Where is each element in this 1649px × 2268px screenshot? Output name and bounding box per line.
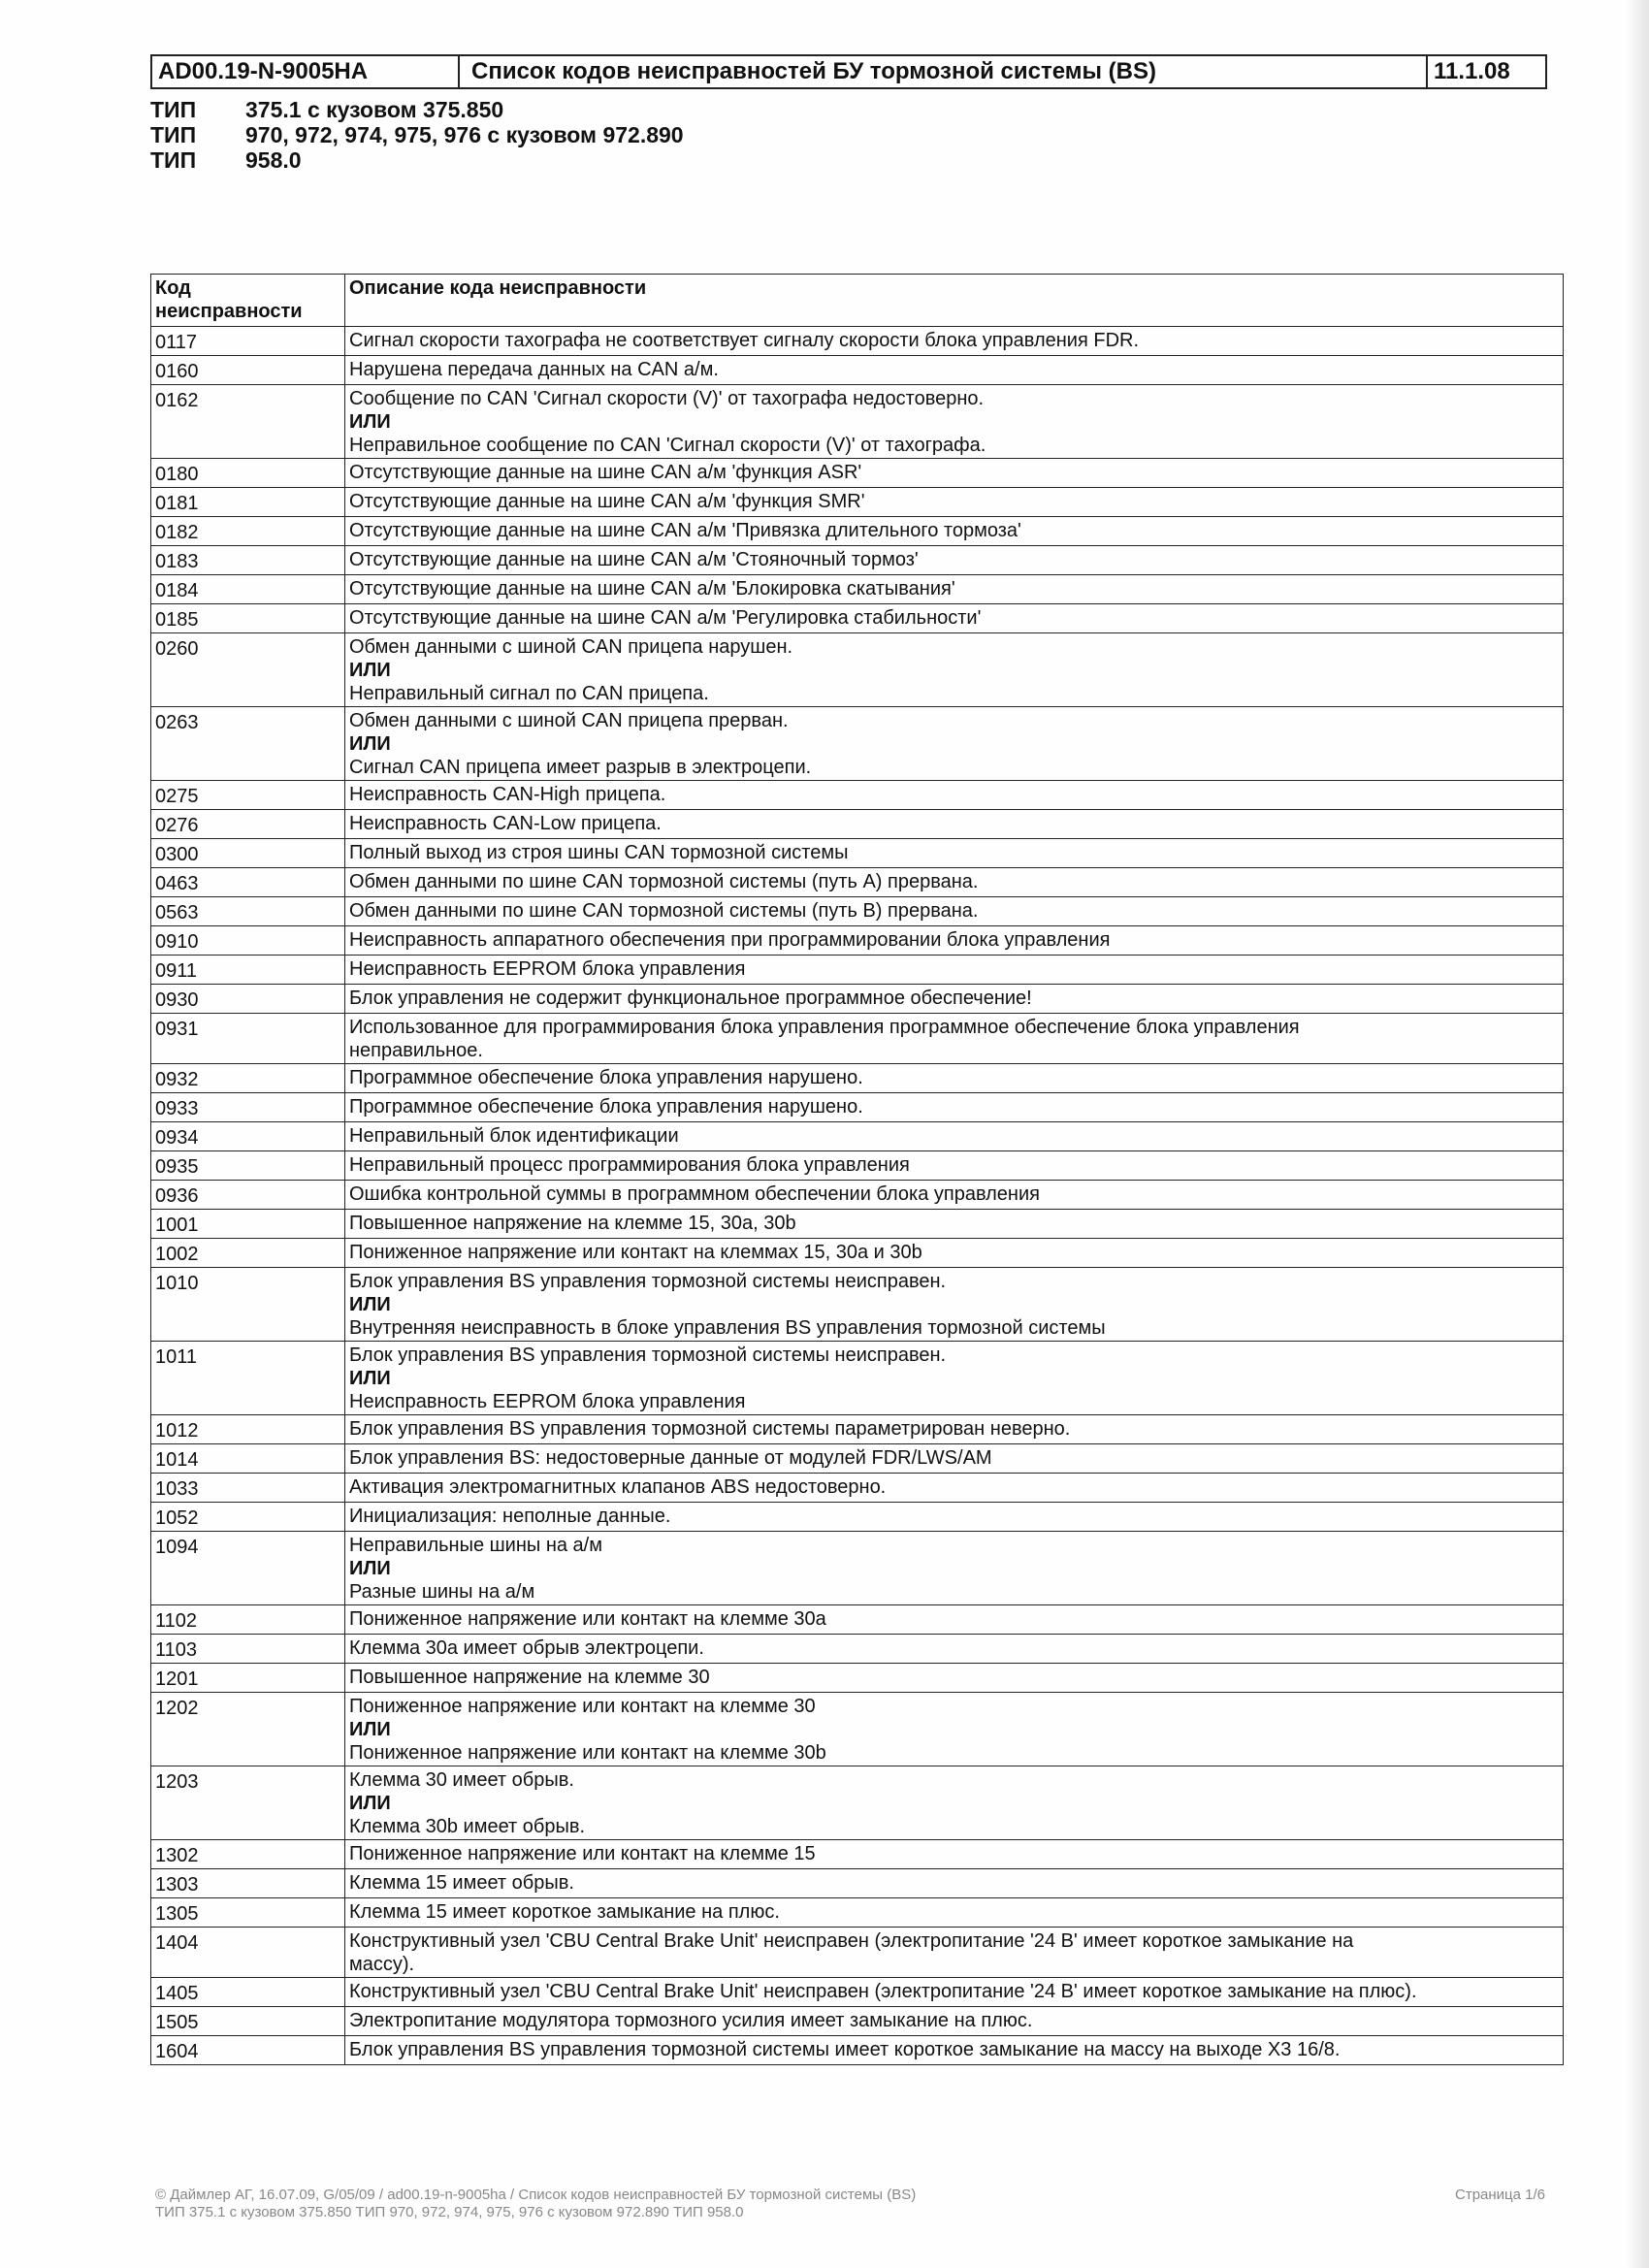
- fault-description: [345, 1503, 1564, 1532]
- description-line: Клемма 30b имеет обрыв.: [349, 1816, 586, 1837]
- description-line: Сообщение по CAN 'Сигнал скорости (V)' от тахографа недостоверно.: [349, 388, 985, 409]
- description-line: Обмен данными с шиной CAN прицепа прерван.: [349, 710, 789, 731]
- table-row: [151, 1503, 1564, 1532]
- description-line: Неправильное сообщение по CAN 'Сигнал скорости (V)' от тахографа.: [349, 435, 986, 456]
- fault-description: [345, 1664, 1564, 1693]
- doc-title: Список кодов неисправностей БУ тормозной системы (BS): [460, 56, 1428, 87]
- table-row: [151, 1532, 1564, 1605]
- table-row: [151, 897, 1564, 926]
- description-line: Разные шины на а/м: [349, 1581, 535, 1603]
- description-line: Полный выход из строя шины CAN тормозной системы: [349, 842, 849, 863]
- description-line: Отсутствующие данные на шине CAN а/м 'Регулировка стабильности': [349, 607, 982, 629]
- or-separator: ИЛИ: [349, 1368, 391, 1389]
- fault-description: [345, 546, 1564, 575]
- fault-code: 0933: [151, 1093, 345, 1122]
- table-row: [151, 1898, 1564, 1928]
- description-line: Неисправность EEPROM блока управления: [349, 1391, 746, 1412]
- description-line: Неисправность CAN-Low прицепа.: [349, 813, 662, 834]
- fault-description: [345, 488, 1564, 517]
- fault-description: [345, 1093, 1564, 1122]
- fault-code: 0931: [151, 1014, 345, 1064]
- or-separator: ИЛИ: [349, 411, 391, 433]
- fault-description: [345, 604, 1564, 633]
- table-row: [151, 633, 1564, 707]
- fault-code: 1604: [151, 2036, 345, 2065]
- or-separator: ИЛИ: [349, 1793, 391, 1814]
- fault-description: [345, 517, 1564, 546]
- fault-code: 1202: [151, 1693, 345, 1766]
- fault-description: [345, 2007, 1564, 2036]
- description-line: Клемма 15 имеет короткое замыкание на плюс.: [349, 1901, 780, 1923]
- footer-copyright: © Даймлер АГ, 16.07.09, G/05/09 / ad00.19-n-9005ha / Список кодов неисправностей БУ тормозной системы (BS): [155, 2187, 917, 2203]
- fault-description: [345, 633, 1564, 707]
- description-line: массу).: [349, 1954, 415, 1975]
- description-line: Повышенное напряжение на клемме 15, 30a, 30b: [349, 1213, 796, 1234]
- table-row: [151, 926, 1564, 956]
- type-value: 958.0: [245, 147, 302, 173]
- table-row: [151, 1415, 1564, 1444]
- fault-description: [345, 868, 1564, 897]
- description-line: Отсутствующие данные на шине CAN а/м 'функция SMR': [349, 491, 865, 512]
- fault-code: 0180: [151, 459, 345, 488]
- fault-code: 0936: [151, 1181, 345, 1210]
- fault-description: [345, 810, 1564, 839]
- description-line: Блок управления не содержит функциональное программное обеспечение!: [349, 988, 1032, 1009]
- description-line: Блок управления BS управления тормозной системы параметрирован неверно.: [349, 1418, 1071, 1440]
- fault-description: [345, 1415, 1564, 1444]
- fault-description: [345, 1342, 1564, 1415]
- description-line: Блок управления BS управления тормозной системы неисправен.: [349, 1345, 947, 1366]
- fault-code: 0930: [151, 985, 345, 1014]
- table-row: [151, 1122, 1564, 1151]
- table-row: [151, 1181, 1564, 1210]
- table-row: [151, 604, 1564, 633]
- fault-description: [345, 1532, 1564, 1605]
- fault-description: [345, 356, 1564, 385]
- fault-code: 0181: [151, 488, 345, 517]
- description-line: Отсутствующие данные на шине CAN а/м 'Привязка длительного тормоза': [349, 520, 1021, 541]
- description-line: Пониженное напряжение или контакт на клемме 30: [349, 1696, 816, 1717]
- table-row: [151, 385, 1564, 459]
- fault-description: [345, 781, 1564, 810]
- fault-description: [345, 1014, 1564, 1064]
- table-row: [151, 810, 1564, 839]
- description-line: Внутренняя неисправность в блоке управления BS управления тормозной системы: [349, 1317, 1106, 1339]
- description-line: Пониженное напряжение или контакт на клеммах 15, 30a и 30b: [349, 1242, 922, 1263]
- fault-code: 0117: [151, 327, 345, 356]
- fault-code: 0934: [151, 1122, 345, 1151]
- doc-date: 11.1.08: [1434, 58, 1510, 84]
- footer: [155, 2187, 916, 2221]
- table-row: [151, 546, 1564, 575]
- description-line: Активация электромагнитных клапанов ABS недостоверно.: [349, 1476, 887, 1498]
- or-separator: ИЛИ: [349, 660, 391, 681]
- fault-code: 1001: [151, 1210, 345, 1239]
- description-line: Пониженное напряжение или контакт на клемме 30b: [349, 1742, 826, 1764]
- table-row: [151, 1093, 1564, 1122]
- fault-code: 0185: [151, 604, 345, 633]
- description-line: Программное обеспечение блока управления нарушено.: [349, 1067, 863, 1088]
- fault-code: 1012: [151, 1415, 345, 1444]
- fault-description: [345, 1181, 1564, 1210]
- fault-description: [345, 1635, 1564, 1664]
- description-line: Конструктивный узел 'CBU Central Brake Unit' неисправен (электропитание '24 В' имеет короткое замыкание на: [349, 1930, 1354, 1952]
- fault-code: 1405: [151, 1978, 345, 2007]
- type-row: [150, 147, 684, 173]
- fault-description: [345, 1766, 1564, 1840]
- table-row: [151, 1693, 1564, 1766]
- fault-code: 0911: [151, 956, 345, 985]
- fault-description: [345, 1268, 1564, 1342]
- fault-code: 1011: [151, 1342, 345, 1415]
- table-row: [151, 1605, 1564, 1635]
- description-line: Инициализация: неполные данные.: [349, 1506, 671, 1527]
- fault-description: [345, 1928, 1564, 1978]
- description-line: Неправильный сигнал по CAN прицепа.: [349, 683, 709, 704]
- table-row: [151, 356, 1564, 385]
- table-row: [151, 707, 1564, 781]
- table-row: [151, 1766, 1564, 1840]
- description-line: Неправильные шины на а/м: [349, 1535, 602, 1556]
- description-line: неправильное.: [349, 1040, 483, 1061]
- fault-description: [345, 1869, 1564, 1898]
- table-row: [151, 1664, 1564, 1693]
- description-line: Электропитание модулятора тормозного усилия имеет замыкание на плюс.: [349, 2010, 1033, 2031]
- description-line: Отсутствующие данные на шине CAN а/м 'Блокировка скатывания': [349, 578, 955, 599]
- fault-code: 0932: [151, 1064, 345, 1093]
- fault-description: [345, 1210, 1564, 1239]
- fault-description: [345, 575, 1564, 604]
- table-row: [151, 575, 1564, 604]
- fault-description: [345, 1151, 1564, 1181]
- fault-description: [345, 1474, 1564, 1503]
- description-line: Использованное для программирования блока управления программное обеспечение блока управления: [349, 1017, 1300, 1038]
- table-row: [151, 2007, 1564, 2036]
- page-number: Страница 1/6: [1455, 2187, 1546, 2203]
- table-row: [151, 1151, 1564, 1181]
- fault-description: [345, 985, 1564, 1014]
- fault-code: 0162: [151, 385, 345, 459]
- fault-code: 1203: [151, 1766, 345, 1840]
- fault-description: [345, 1978, 1564, 2007]
- fault-code: 0910: [151, 926, 345, 956]
- table-row: [151, 1474, 1564, 1503]
- table-row: [151, 985, 1564, 1014]
- fault-description: [345, 1693, 1564, 1766]
- fault-description: [345, 1840, 1564, 1869]
- fault-code: 0300: [151, 839, 345, 868]
- fault-description: [345, 459, 1564, 488]
- table-row: [151, 1014, 1564, 1064]
- description-line: Блок управления BS управления тормозной системы неисправен.: [349, 1271, 947, 1292]
- fault-description: [345, 1605, 1564, 1635]
- description-line: Обмен данными с шиной CAN прицепа нарушен.: [349, 636, 793, 658]
- table-row: [151, 1928, 1564, 1978]
- vehicle-types: [150, 97, 684, 173]
- or-separator: ИЛИ: [349, 733, 391, 755]
- fault-description: [345, 1898, 1564, 1928]
- document-header: [150, 54, 1547, 89]
- fault-description: [345, 1444, 1564, 1474]
- fault-description: [345, 897, 1564, 926]
- fault-code: 0184: [151, 575, 345, 604]
- type-label: ТИП: [150, 147, 197, 173]
- fault-description: [345, 2036, 1564, 2065]
- table-row: [151, 1869, 1564, 1898]
- table-row: [151, 839, 1564, 868]
- footer-types: ТИП 375.1 с кузовом 375.850 ТИП 970, 972, 974, 975, 976 с кузовом 972.890 ТИП 958.0: [155, 2204, 744, 2220]
- description-line: Неисправность CAN-High прицепа.: [349, 784, 666, 805]
- table-row: [151, 1342, 1564, 1415]
- table-row: [151, 956, 1564, 985]
- fault-code: 0263: [151, 707, 345, 781]
- fault-code: 1201: [151, 1664, 345, 1693]
- table-row: [151, 1064, 1564, 1093]
- column-header-description: Описание кода неисправности: [345, 275, 1564, 327]
- table-row: [151, 1268, 1564, 1342]
- fault-description: [345, 839, 1564, 868]
- description-line: Неисправность аппаратного обеспечения при программировании блока управления: [349, 929, 1111, 951]
- description-line: Ошибка контрольной суммы в программном обеспечении блока управления: [349, 1183, 1040, 1205]
- fault-description: [345, 1122, 1564, 1151]
- description-line: Программное обеспечение блока управления нарушено.: [349, 1096, 863, 1118]
- fault-code: 1033: [151, 1474, 345, 1503]
- fault-code: 1094: [151, 1532, 345, 1605]
- fault-code: 0276: [151, 810, 345, 839]
- table-row: [151, 488, 1564, 517]
- table-row: [151, 459, 1564, 488]
- description-line: Отсутствующие данные на шине CAN а/м 'Стояночный тормоз': [349, 549, 919, 570]
- fault-code: 1505: [151, 2007, 345, 2036]
- fault-description: [345, 1239, 1564, 1268]
- description-line: Клемма 15 имеет обрыв.: [349, 1872, 574, 1894]
- fault-code: 0183: [151, 546, 345, 575]
- description-line: Неправильный процесс программирования блока управления: [349, 1154, 910, 1176]
- table-row: [151, 517, 1564, 546]
- table-row: [151, 1978, 1564, 2007]
- fault-description: [345, 926, 1564, 956]
- fault-code: 0275: [151, 781, 345, 810]
- fault-code: 0935: [151, 1151, 345, 1181]
- fault-code: 1002: [151, 1239, 345, 1268]
- doc-id: AD00.19-N-9005HA: [152, 56, 460, 87]
- fault-code: 0563: [151, 897, 345, 926]
- table-row: [151, 2036, 1564, 2065]
- description-line: Сигнал скорости тахографа не соответствует сигналу скорости блока управления FDR.: [349, 330, 1140, 351]
- scan-edge-shadow: [1626, 0, 1649, 2268]
- fault-code: 1102: [151, 1605, 345, 1635]
- fault-code-table: [150, 274, 1564, 2065]
- fault-code: 1303: [151, 1869, 345, 1898]
- fault-description: [345, 1064, 1564, 1093]
- description-line: Блок управления BS: недостоверные данные от модулей FDR/LWS/AM: [349, 1447, 992, 1469]
- table-row: [151, 868, 1564, 897]
- description-line: Обмен данными по шине CAN тормозной системы (путь A) прервана.: [349, 871, 979, 892]
- table-header-row: [151, 275, 1564, 327]
- fault-code: 1052: [151, 1503, 345, 1532]
- description-line: Неисправность EEPROM блока управления: [349, 958, 746, 980]
- description-line: Сигнал CAN прицепа имеет разрыв в электроцепи.: [349, 757, 812, 778]
- fault-code: 1103: [151, 1635, 345, 1664]
- fault-description: [345, 327, 1564, 356]
- fault-code: 1404: [151, 1928, 345, 1978]
- column-header-code: Код неисправности: [151, 275, 345, 327]
- type-row: [150, 97, 684, 122]
- description-line: Нарушена передача данных на CAN а/м.: [349, 359, 719, 380]
- description-line: Отсутствующие данные на шине CAN а/м 'функция ASR': [349, 462, 862, 483]
- description-line: Блок управления BS управления тормозной системы имеет короткое замыкание на массу на выходе X3 16/8.: [349, 2039, 1341, 2060]
- table-row: [151, 1210, 1564, 1239]
- description-line: Обмен данными по шине CAN тормозной системы (путь B) прервана.: [349, 900, 979, 922]
- table-row: [151, 1444, 1564, 1474]
- type-row: [150, 122, 684, 147]
- description-line: Пониженное напряжение или контакт на клемме 30a: [349, 1608, 826, 1630]
- fault-description: [345, 707, 1564, 781]
- description-line: Неправильный блок идентификации: [349, 1125, 679, 1147]
- fault-code: 1305: [151, 1898, 345, 1928]
- description-line: Конструктивный узел 'CBU Central Brake Unit' неисправен (электропитание '24 В' имеет короткое замыкание на плюс).: [349, 1981, 1417, 2002]
- table-row: [151, 1239, 1564, 1268]
- description-line: Клемма 30a имеет обрыв электроцепи.: [349, 1637, 704, 1659]
- type-label: ТИП: [150, 122, 197, 147]
- fault-description: [345, 956, 1564, 985]
- fault-description: [345, 385, 1564, 459]
- table-row: [151, 781, 1564, 810]
- type-label: ТИП: [150, 97, 197, 122]
- description-line: Повышенное напряжение на клемме 30: [349, 1667, 710, 1688]
- table-row: [151, 1635, 1564, 1664]
- or-separator: ИЛИ: [349, 1558, 391, 1579]
- description-line: Пониженное напряжение или контакт на клемме 15: [349, 1843, 816, 1864]
- type-value: 375.1 с кузовом 375.850: [245, 97, 504, 122]
- or-separator: ИЛИ: [349, 1719, 391, 1740]
- fault-code: 0463: [151, 868, 345, 897]
- or-separator: ИЛИ: [349, 1294, 391, 1315]
- fault-code: 0260: [151, 633, 345, 707]
- fault-code: 0160: [151, 356, 345, 385]
- description-line: Клемма 30 имеет обрыв.: [349, 1769, 574, 1791]
- fault-code: 0182: [151, 517, 345, 546]
- table-row: [151, 327, 1564, 356]
- fault-code: 1302: [151, 1840, 345, 1869]
- type-value: 970, 972, 974, 975, 976 с кузовом 972.890: [245, 122, 684, 147]
- fault-code: 1010: [151, 1268, 345, 1342]
- fault-code: 1014: [151, 1444, 345, 1474]
- table-row: [151, 1840, 1564, 1869]
